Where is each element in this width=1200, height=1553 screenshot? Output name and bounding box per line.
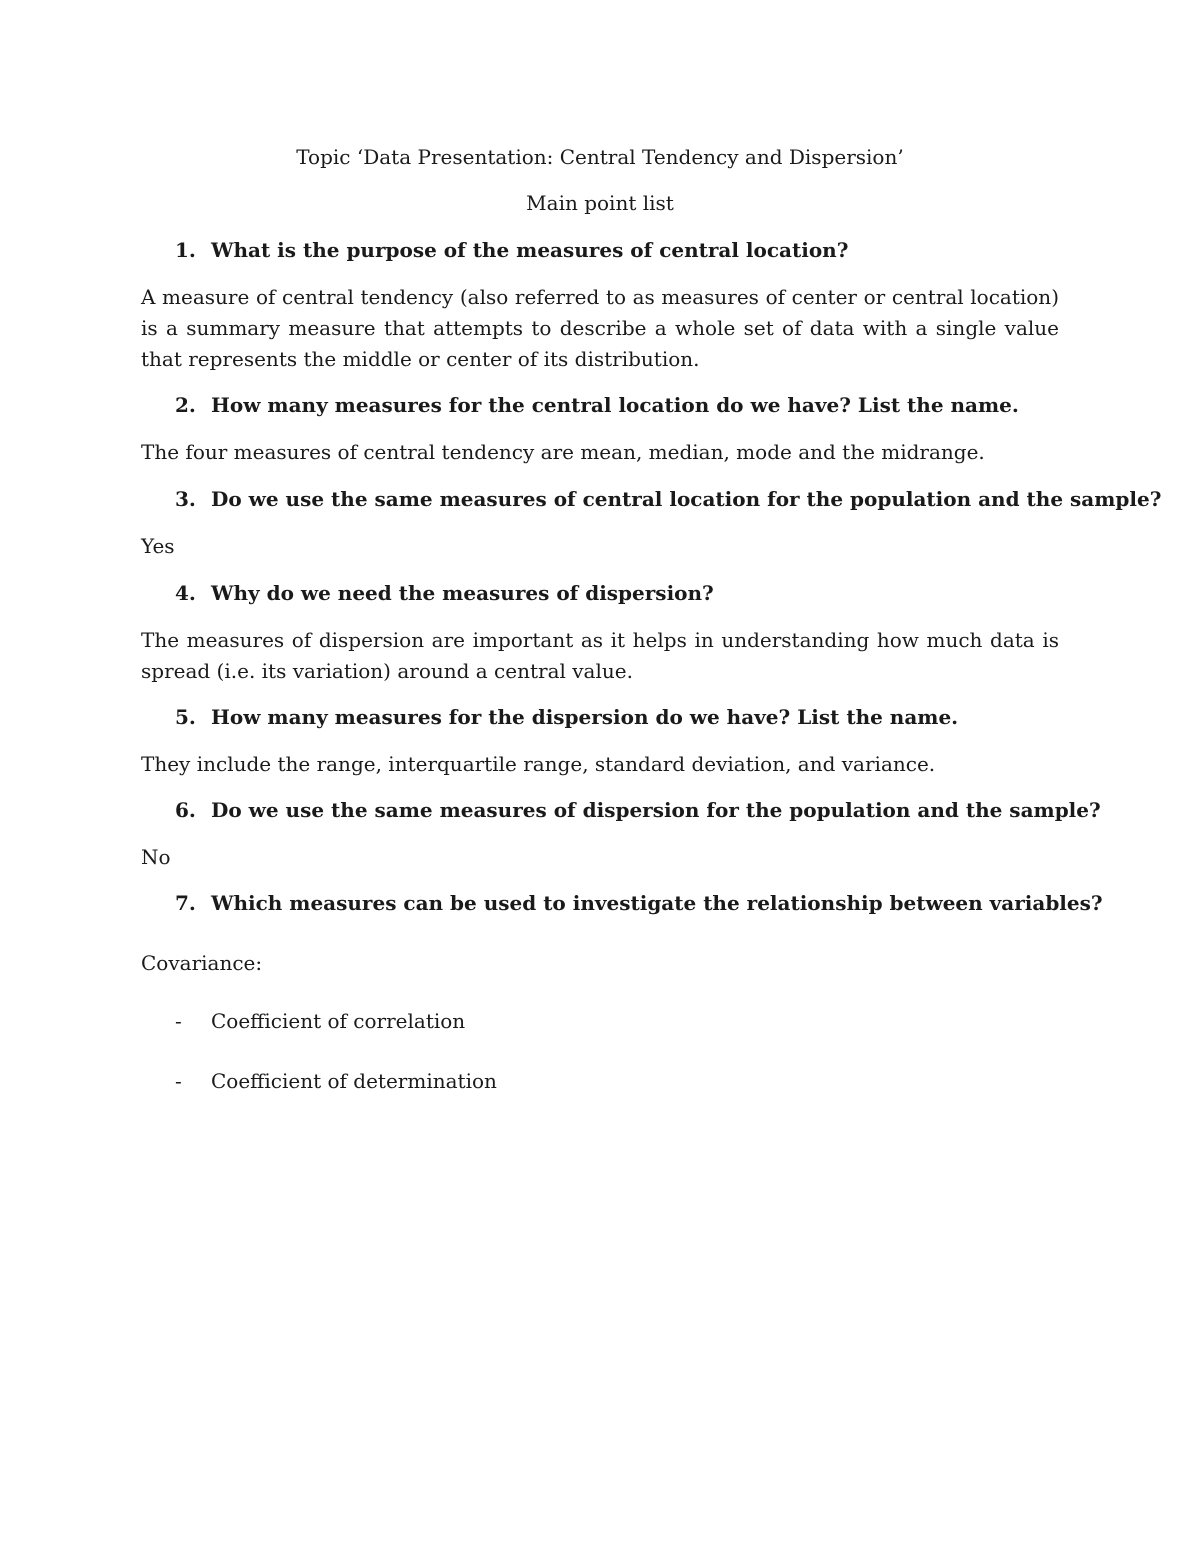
question-number: 6. xyxy=(175,798,196,822)
document-subtitle: Main point list xyxy=(526,191,674,215)
question-2 xyxy=(175,392,1019,418)
question-1 xyxy=(175,237,848,263)
question-number: 5. xyxy=(175,705,196,729)
question-number: 4. xyxy=(175,581,196,605)
answer-7: Covariance: xyxy=(141,951,263,975)
question-number: 2. xyxy=(175,393,196,417)
question-text: How many measures for the central location do we have? List the name. xyxy=(211,393,1019,417)
question-number: 7. xyxy=(175,891,196,915)
question-text: What is the purpose of the measures of central location? xyxy=(211,238,849,262)
bullet-marker: - xyxy=(175,1069,182,1093)
question-number: 3. xyxy=(175,487,196,511)
answer-3: Yes xyxy=(141,534,175,558)
bullet-item xyxy=(175,1008,465,1034)
answer-2: The four measures of central tendency are mean, median, mode and the midrange. xyxy=(141,440,985,464)
answer-6: No xyxy=(141,845,171,869)
bullet-text: Coefficient of determination xyxy=(211,1069,497,1093)
document-title: Topic ‘Data Presentation: Central Tendency and Dispersion’ xyxy=(296,145,904,169)
answer-1: A measure of central tendency (also referred to as measures of center or central location) is a summary measure that attempts to describe a whole set of data with a single value that represents the middle or center of its distribution. xyxy=(141,285,1059,371)
bullet-item xyxy=(175,1068,497,1094)
question-text: Do we use the same measures of dispersion for the population and the sample? xyxy=(211,798,1101,822)
question-4 xyxy=(175,580,714,606)
question-number: 1. xyxy=(175,238,196,262)
bullet-marker: - xyxy=(175,1009,182,1033)
question-text: How many measures for the dispersion do we have? List the name. xyxy=(211,705,959,729)
question-7 xyxy=(175,890,1103,916)
question-5 xyxy=(175,704,958,730)
question-text: Which measures can be used to investigate the relationship between variables? xyxy=(211,891,1103,915)
question-text: Do we use the same measures of central location for the population and the sample? xyxy=(211,487,1162,511)
question-text: Why do we need the measures of dispersion? xyxy=(211,581,714,605)
question-6 xyxy=(175,797,1101,823)
answer-4: The measures of dispersion are important as it helps in understanding how much data is spread (i.e. its variation) around a central value. xyxy=(141,628,1059,683)
bullet-text: Coefficient of correlation xyxy=(211,1009,466,1033)
answer-5: They include the range, interquartile range, standard deviation, and variance. xyxy=(141,752,936,776)
question-3 xyxy=(175,486,1161,512)
